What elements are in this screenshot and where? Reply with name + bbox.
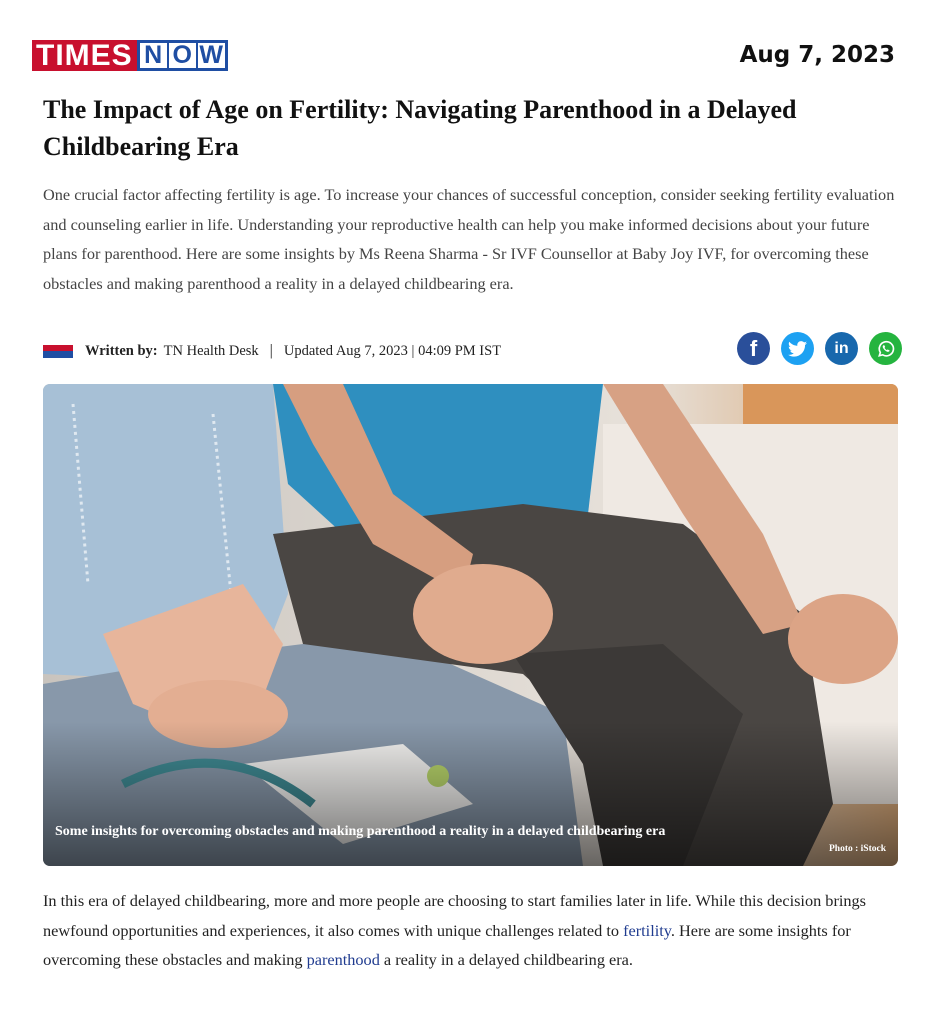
whatsapp-icon[interactable] [869,332,902,365]
timesnow-mini-logo-icon [43,345,73,358]
linkedin-icon[interactable] [825,332,858,365]
logo-times-text: TIMES [32,40,137,71]
logo-now-block [137,40,228,71]
logo-now-letter: N [140,43,167,68]
image-caption: Some insights for overcoming obstacles and making parenthood a reality in a delayed childbearing era [55,824,666,839]
body-text-part: . Here are some insights for overcoming these obstacles and making [43,920,851,969]
article-summary: One crucial factor affecting fertility is age. To increase your chances of successful conception, consider seeking fertility evaluation and counseling earlier in life. Understanding your reproductive health can help you make informed decisions about your future plans for parenthood. Here are some insights by Ms Reena Sharma - Sr IVF Counsellor at Baby Joy IVF, for overcoming these obstacles and making parenthood a reality in a delayed childbearing era. [43,185,895,293]
byline [43,338,501,364]
facebook-icon[interactable] [737,332,770,365]
publish-date: Aug 7, 2023 [739,42,895,68]
logo-now-letter: W [199,41,223,69]
updated-timestamp: Updated Aug 7, 2023 | 04:09 PM IST [283,342,502,359]
body-text-part: In this era of delayed childbearing, more and more people are choosing to start families later in life. While this decision brings newfound opportunities and experiences, it also comes with unique challenges related to [43,891,867,940]
written-by-label: Written by: [85,342,158,359]
fertility-link[interactable]: fertility [623,920,671,940]
share-bar [737,332,902,365]
photo-credit: Photo : iStock [829,844,886,854]
hero-image[interactable] [43,384,898,866]
parenthood-link[interactable]: parenthood [306,950,380,969]
timesnow-logo[interactable] [32,40,228,71]
hero-photo-illustration [43,384,898,866]
article-headline: The Impact of Age on Fertility: Navigating Parenthood in a Delayed Childbearing Era [43,95,797,161]
byline-separator: | [269,342,273,359]
body-text-part: a reality in a delayed childbearing era. [379,950,633,969]
facebook-glyph: f [749,335,758,361]
logo-now-letter: O [169,43,196,68]
article-body-paragraph [43,886,913,975]
twitter-icon[interactable] [781,332,814,365]
author-link[interactable]: TN Health Desk [163,342,259,359]
linkedin-glyph: in [834,339,849,357]
